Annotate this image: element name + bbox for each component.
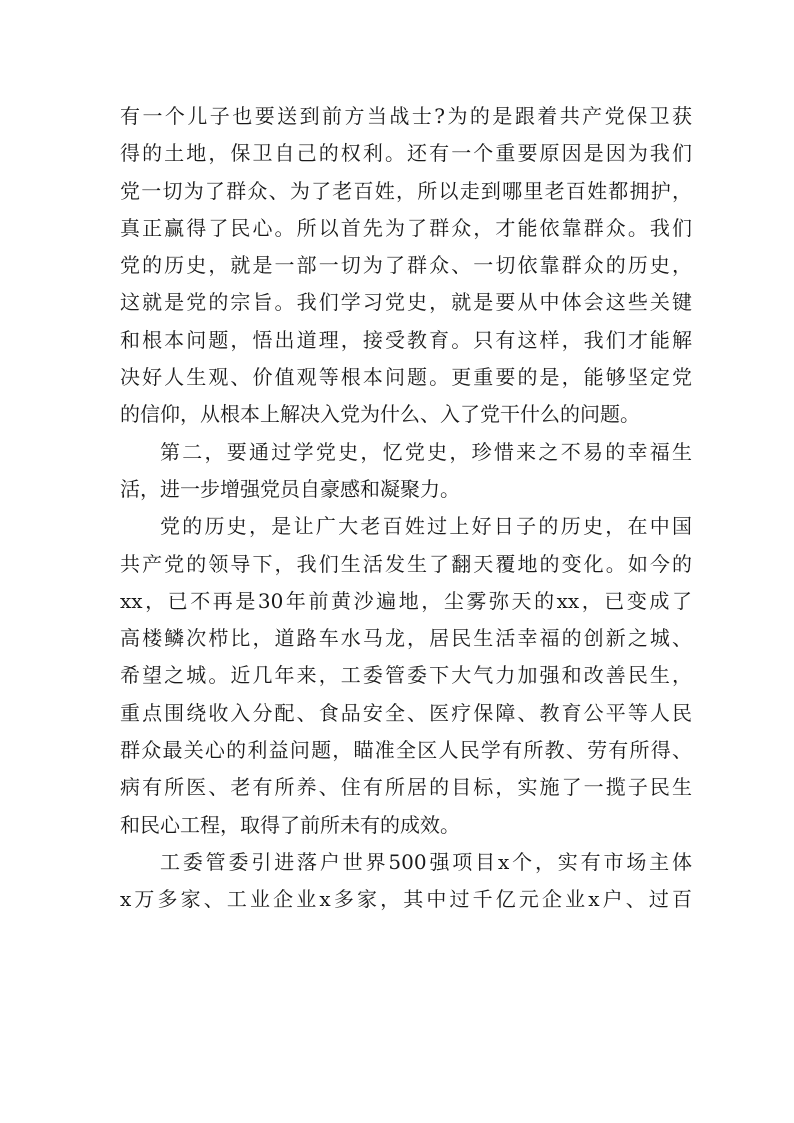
text-line: xx，已不再是30年前黄沙遍地，尘雾弥天的xx，已变成了	[120, 588, 692, 613]
document-body	[120, 98, 692, 919]
text-line: 党一切为了群众、为了老百姓，所以走到哪里老百姓都拥护，	[120, 178, 692, 203]
text-line: 共产党的领导下，我们生活发生了翻天覆地的变化。如今的	[120, 551, 692, 576]
text-line: x万多家、工业企业x多家，其中过千亿元企业x户、过百	[120, 887, 692, 912]
text-line: 群众最关心的利益问题，瞄准全区人民学有所教、劳有所得、	[120, 738, 692, 763]
text-line: 和根本问题，悟出道理，接受教育。只有这样，我们才能解	[120, 327, 692, 352]
text-line: 的信仰，从根本上解决入党为什么、入了党干什么的问题。	[120, 402, 640, 427]
paragraph-3	[120, 508, 692, 844]
text-line: 重点围绕收入分配、食品安全、医疗保障、教育公平等人民	[120, 700, 692, 725]
paragraph-2	[120, 434, 692, 509]
text-line: 得的土地，保卫自己的权利。还有一个重要原因是因为我们	[120, 141, 692, 166]
text-line: 党的历史，是让广大老百姓过上好日子的历史，在中国	[160, 514, 692, 539]
paragraph-4	[120, 844, 692, 919]
text-line: 真正赢得了民心。所以首先为了群众，才能依靠群众。我们	[120, 215, 692, 240]
text-line: 希望之城。近几年来，工委管委下大气力加强和改善民生，	[120, 663, 692, 688]
text-line: 和民心工程，取得了前所未有的成效。	[120, 812, 460, 837]
text-line: 工委管委引进落户世界500强项目x个，实有市场主体	[160, 849, 692, 874]
text-line: 病有所医、老有所养、住有所居的目标，实施了一揽子民生	[120, 775, 692, 800]
text-line: 党的历史，就是一部一切为了群众、一切依靠群众的历史，	[120, 253, 692, 278]
text-line: 高楼鳞次栉比，道路车水马龙，居民生活幸福的创新之城、	[120, 626, 692, 651]
text-line: 有一个儿子也要送到前方当战士?为的是跟着共产党保卫获	[120, 104, 692, 128]
text-line: 这就是党的宗旨。我们学习党史，就是要从中体会这些关键	[120, 290, 692, 315]
text-line: 第二，要通过学党史，忆党史，珍惜来之不易的幸福生	[160, 439, 692, 464]
text-line: 决好人生观、价值观等根本问题。更重要的是，能够坚定党	[120, 365, 692, 390]
text-line: 活，进一步增强党员自豪感和凝聚力。	[120, 476, 460, 501]
paragraph-1	[120, 98, 692, 434]
